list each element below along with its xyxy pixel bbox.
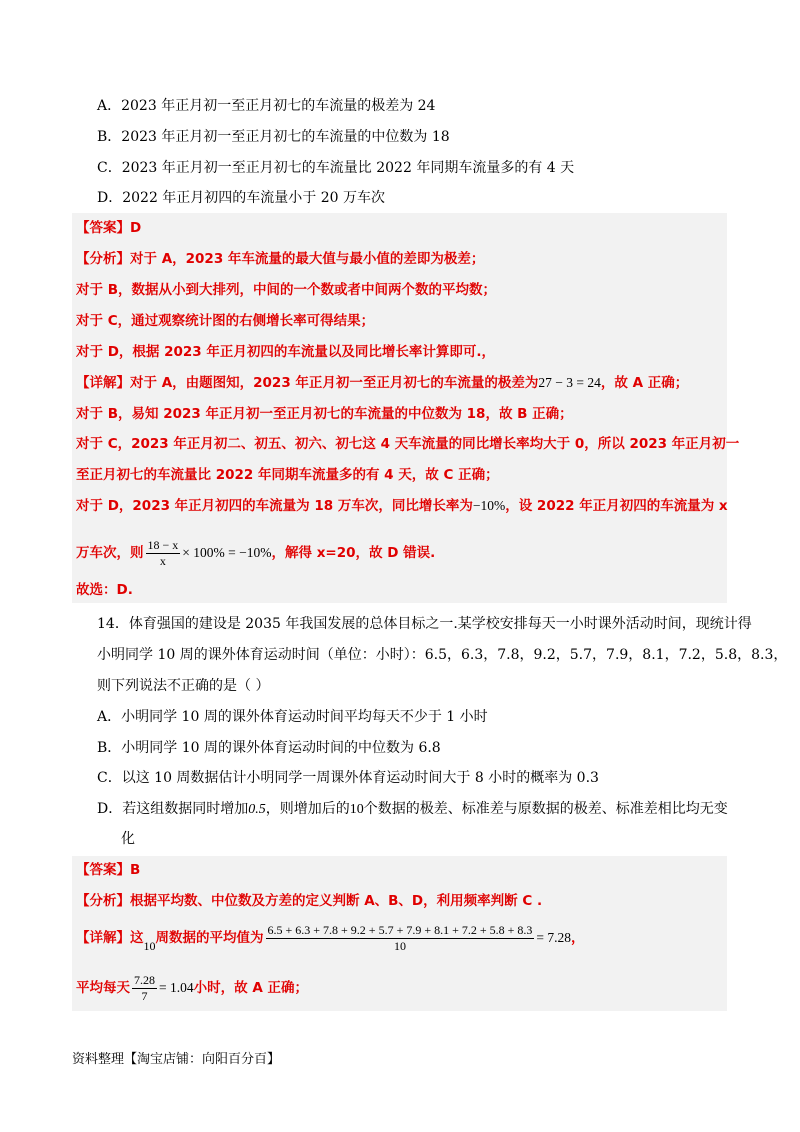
detail-14-line-2 [76, 968, 308, 1008]
detail-b: 对于 B，易知 2023 年正月初一至正月初七的车流量的中位数为 18，故 B 正确； [76, 406, 573, 422]
detail-d-end: ，设 2022 年正月初四的车流量为 x [505, 498, 728, 514]
question-14-stem-3: 则下列说法不正确的是（ ） [97, 678, 270, 694]
option-c: C．2023 年正月初一至正月初七的车流量比 2022 年同期车流量多的有 4 天 [97, 160, 575, 176]
q14-option-d-text: D．若这组数据同时增加 [97, 801, 249, 817]
daily-fraction [132, 973, 157, 1004]
mean-numerator: 6.5 + 6.3 + 7.8 + 9.2 + 5.7 + 7.9 + 8.1 + 7.2 + 5.8 + 8.3 [267, 922, 533, 937]
answer-14-label: 【答案】B [76, 862, 141, 878]
q14-option-b: B．小明同学 10 周的课外体育运动时间的中位数为 6.8 [97, 740, 441, 756]
analysis-14: 【分析】根据平均数、中位数及方差的定义判断 A、B、D，利用频率判断 C . [76, 893, 543, 909]
daily-numerator: 7.28 [134, 972, 155, 987]
daily-result: = 1.04 [159, 980, 194, 995]
option-a: A．2023 年正月初一至正月初七的车流量的极差为 24 [97, 98, 436, 114]
mean-result: = 7.28 [536, 930, 572, 945]
footer-source: 资料整理【淘宝店铺：向阳百分百】 [72, 1052, 281, 1067]
fraction-denominator: x [159, 553, 166, 568]
detail-a-text: 【详解】对于 A，由题图知，2023 年正月初一至正月初七的车流量的极差为 [76, 375, 539, 391]
mean-denominator: 10 [393, 938, 406, 953]
percent-formula: × 100% = −10% [182, 545, 272, 560]
detail-d2-end: ，解得 x=20，故 D 错误. [271, 545, 436, 561]
daily-text: 平均每天 [76, 980, 130, 996]
q14-option-d-end: 个数据的极差、标准差与原数据的极差、标准差相比均无变 [363, 801, 728, 817]
detail-d2-text: 万车次，则 [76, 545, 144, 561]
analysis-line-4: 对于 D，根据 2023 年正月初四的车流量以及同比增长率计算即可.， [76, 344, 496, 360]
detail-14-end: ， [571, 930, 585, 946]
growth-rate: −10% [472, 498, 506, 513]
fraction-numerator: 18 − x [147, 537, 179, 552]
choice-line: 故选：D. [76, 582, 133, 598]
q14-option-a: A．小明同学 10 周的课外体育运动时间平均每天不少于 1 小时 [97, 709, 488, 725]
detail-14-text: 【详解】这 [76, 930, 144, 946]
question-14-stem-1: 14．体育强国的建设是 2035 年我国发展的总体目标之一.某学校安排每天一小时课外活动时间，现统计得 [97, 616, 752, 632]
detail-d-text: 对于 D，2023 年正月初四的车流量为 18 万车次，同比增长率为 [76, 498, 473, 514]
question-14-stem-2: 小明同学 10 周的课外体育运动时间（单位：小时）：6.5，6.3，7.8，9.2，5.7，7.9，8.1，7.2，5.8，8.3， [97, 647, 788, 663]
option-d: D．2022 年正月初四的车流量小于 20 万车次 [97, 190, 386, 206]
daily-denominator: 7 [141, 988, 148, 1003]
range-formula: 27 − 3 = 24 [538, 375, 601, 390]
detail-d-line-1 [76, 496, 728, 516]
analysis-line-3: 对于 C，通过观察统计图的右侧增长率可得结果； [76, 313, 375, 329]
analysis-line-1: 【分析】对于 A，2023 年车流量的最大值与最小值的差即为极差； [76, 251, 485, 267]
answer-label: 【答案】D [76, 220, 142, 236]
q14-option-c: C．以这 10 周数据估计小明同学一周课外体育运动时间大于 8 小时的概率为 0.3 [97, 770, 599, 786]
fraction [146, 538, 181, 569]
daily-end: 小时，故 A 正确； [193, 980, 308, 996]
q14-option-d [97, 799, 728, 820]
detail-d-line-2 [76, 535, 435, 571]
detail-c-line-1: 对于 C，2023 年正月初二、初五、初六、初七这 4 天车流量的同比增长率均大于 0，所以 2023 年正月初一 [76, 436, 740, 452]
option-b: B．2023 年正月初一至正月初七的车流量的中位数为 18 [97, 129, 450, 145]
detail-c-line-2: 至正月初七的车流量比 2022 年同期车流量多的有 4 天，故 C 正确； [76, 467, 499, 483]
q14-option-d-mid: ，则增加后的 [265, 801, 350, 817]
mean-fraction [266, 923, 535, 954]
q14-option-d-continued: 化 [121, 831, 135, 847]
detail-a [76, 373, 688, 393]
detail-14-mid: 周数据的平均值为 [155, 930, 264, 946]
increase-value: 0.5 [248, 802, 266, 817]
week-count: 10 [143, 939, 156, 953]
detail-14-line-1 [76, 918, 585, 966]
analysis-line-2: 对于 B，数据从小到大排列，中间的一个数或者中间两个数的平均数； [76, 282, 496, 298]
detail-a-end: ，故 A 正确； [600, 375, 689, 391]
count-value: 10 [349, 802, 364, 817]
